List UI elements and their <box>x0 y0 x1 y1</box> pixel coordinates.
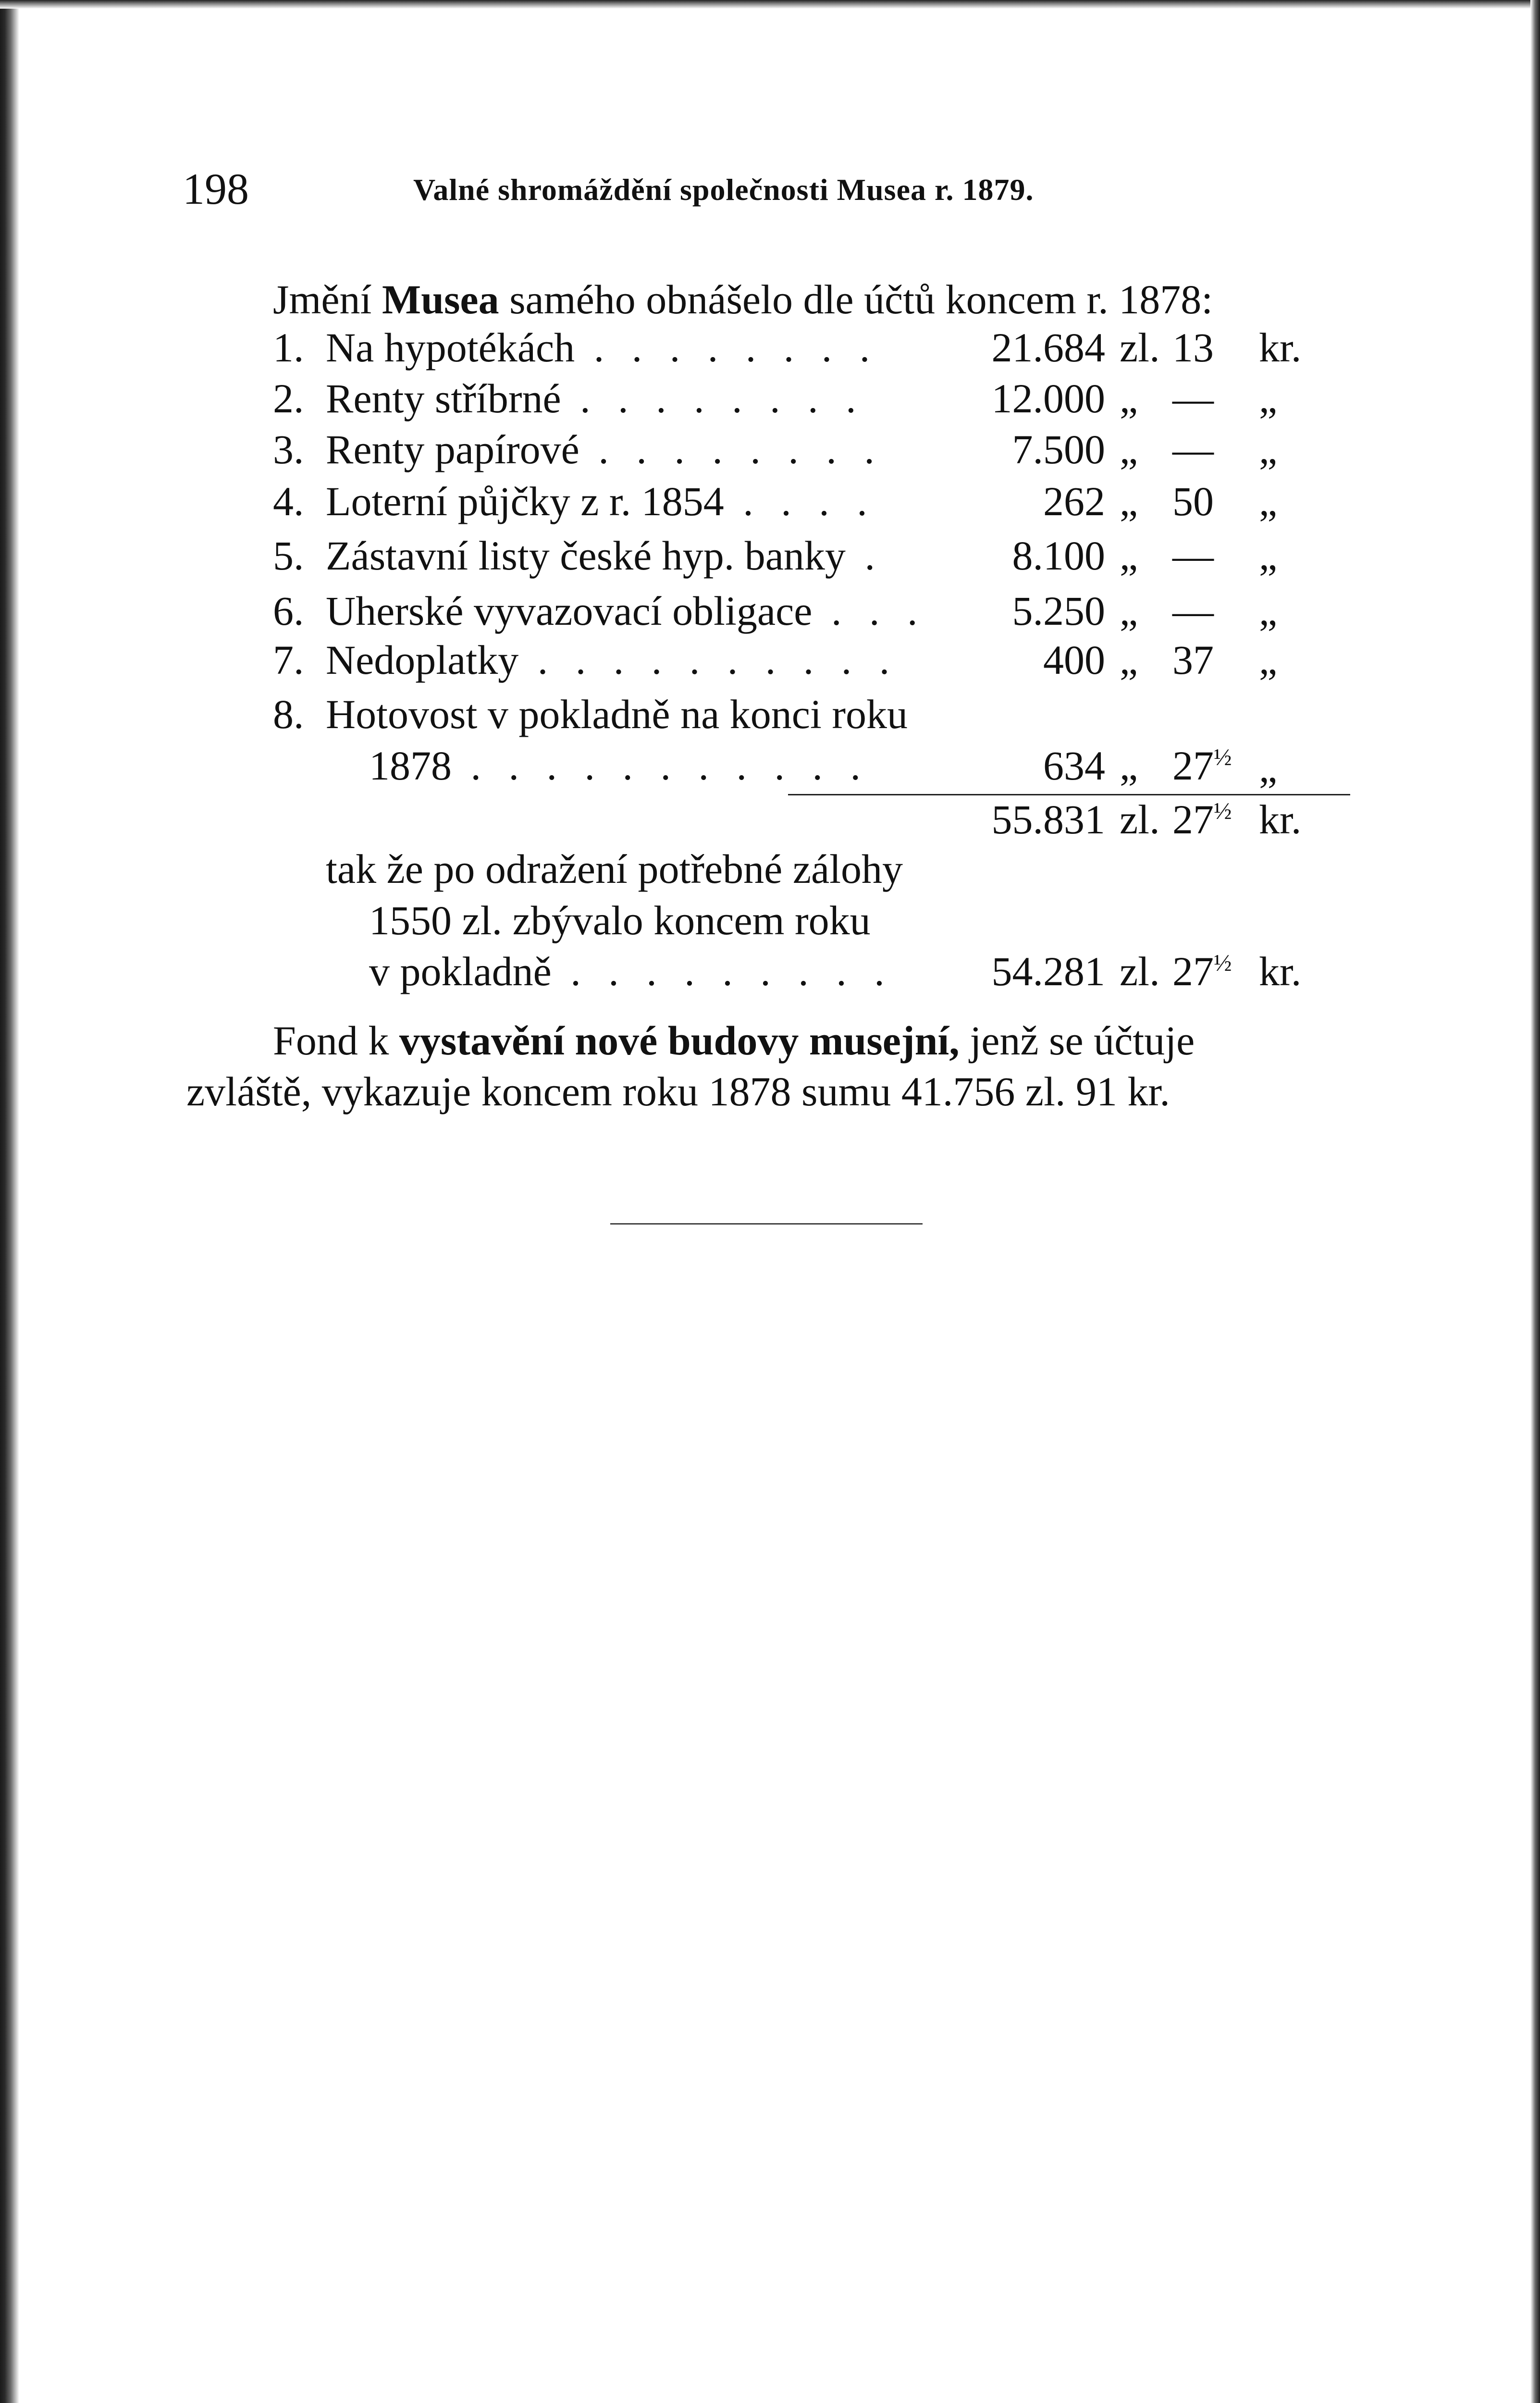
total-unit: kr. <box>1259 796 1302 842</box>
fund-line-1 <box>273 1017 1195 1064</box>
item-label: Na hypotékách <box>326 324 575 371</box>
list-item-4 <box>273 478 876 524</box>
list-item-6 <box>273 590 926 632</box>
total-kr: $27^{\frac{1}{2}}$ <box>1172 796 1232 842</box>
list-item-5 <box>273 533 884 579</box>
remainder-unit: kr. <box>1259 948 1302 994</box>
item-unit: „ <box>1259 588 1278 634</box>
sum-rule <box>788 794 1350 795</box>
page-binding-edge <box>0 0 19 2403</box>
item-amount: 262 <box>1043 478 1105 524</box>
item-number: 4. <box>273 478 304 524</box>
leader-dots: . . . . . . . . . . . <box>452 743 869 789</box>
item-zl: „ <box>1120 637 1138 683</box>
item8-unit: „ <box>1259 745 1278 791</box>
section-end-rule <box>610 1223 923 1225</box>
item-zl: „ <box>1120 588 1138 634</box>
item-zl: „ <box>1120 426 1138 472</box>
item-kr: 50 <box>1172 478 1214 524</box>
item-label: Loterní půjčky z r. 1854 <box>326 478 724 524</box>
item-number: 7. <box>273 637 304 683</box>
intro-bold: Musea <box>382 276 499 322</box>
leader-dots: . . . . . . . . <box>575 324 879 371</box>
list-item-8 <box>273 691 908 737</box>
leader-dots: . . . . . . . . <box>579 426 883 472</box>
item-unit: „ <box>1259 478 1278 524</box>
item-number: 3. <box>273 426 304 472</box>
item-zl: zl. <box>1120 324 1160 371</box>
remainder-kr: $27^{\frac{1}{2}}$ <box>1172 948 1232 994</box>
item-kr: 37 <box>1172 637 1214 683</box>
remainder-amount: 54.281 <box>991 948 1105 994</box>
item-label: Renty stříbrné <box>326 375 561 421</box>
fund-bold: vystavění nové budovy musejní, <box>399 1017 960 1064</box>
item-zl: „ <box>1120 478 1138 524</box>
item-number: 5. <box>273 533 304 579</box>
item8-zl: „ <box>1120 743 1138 789</box>
leader-dots: . <box>845 533 884 579</box>
item-amount: 400 <box>1043 637 1105 683</box>
leader-dots: . . . . . . . . <box>561 375 865 421</box>
item-unit: „ <box>1259 533 1278 579</box>
item-amount: 5.250 <box>1012 588 1105 634</box>
item-label: Zástavní listy české hyp. banky <box>326 533 846 579</box>
item-kr: — <box>1172 588 1214 634</box>
item-label: Uherské vyvazovací obligace <box>326 588 813 634</box>
leader-dots: . . . . . . . . . . <box>518 637 899 683</box>
leader-dots: . . . <box>812 588 926 634</box>
item-amount: 7.500 <box>1012 426 1105 472</box>
item-number: 1. <box>273 324 304 371</box>
leader-dots: . . . . . . . . . <box>551 948 893 994</box>
item-amount: 12.000 <box>991 375 1105 421</box>
item-zl: „ <box>1120 375 1138 421</box>
remainder-label: v pokladně <box>369 948 552 994</box>
item-unit: „ <box>1259 426 1278 472</box>
total-zl: zl. <box>1120 796 1160 842</box>
item-kr: — <box>1172 533 1214 579</box>
fund-pre: Fond k <box>273 1017 399 1064</box>
item-label: Renty papírové <box>326 426 579 472</box>
item-amount: 21.684 <box>991 324 1105 371</box>
list-item-8-cont <box>369 743 869 789</box>
remainder-line-1: tak že po odražení potřebné zálohy <box>326 846 903 892</box>
intro-post: samého obnášelo dle účtů koncem r. 1878: <box>499 276 1213 322</box>
list-item-1 <box>273 324 879 371</box>
item-number: 8. <box>273 691 304 737</box>
remainder-line-2: 1550 zl. zbývalo koncem roku <box>369 897 871 943</box>
page-number: 198 <box>183 164 249 213</box>
item-kr: — <box>1172 426 1214 472</box>
item-unit: „ <box>1259 375 1278 421</box>
item-number: 2. <box>273 375 304 421</box>
page-right-edge <box>1530 0 1540 2403</box>
item-number: 6. <box>273 588 304 634</box>
remainder-zl: zl. <box>1120 948 1160 994</box>
remainder-line-3 <box>369 948 893 994</box>
item-amount: 8.100 <box>1012 533 1105 579</box>
item-label-cont: 1878 <box>369 743 452 789</box>
total-amount: 55.831 <box>991 796 1105 842</box>
list-item-2 <box>273 375 865 421</box>
item8-amount: 634 <box>1043 743 1105 789</box>
item-unit: „ <box>1259 637 1278 683</box>
list-item-3 <box>273 426 883 472</box>
item-kr: 13 <box>1172 324 1214 371</box>
item-unit: kr. <box>1259 324 1302 371</box>
intro-pre: Jmění <box>273 276 382 322</box>
fund-line-2: zvláště, vykazuje koncem roku 1878 sumu 41.756 zl. 91 kr. <box>186 1068 1170 1115</box>
page-top-edge <box>0 0 1540 9</box>
item-label: Nedoplatky <box>326 637 519 683</box>
intro-line <box>273 276 1213 322</box>
item-label: Hotovost v pokladně na konci roku <box>326 691 908 737</box>
item-kr: — <box>1172 375 1214 421</box>
fund-post: jenž se účtuje <box>959 1017 1195 1064</box>
list-item-7 <box>273 639 898 681</box>
running-title: Valné shromáždění společnosti Musea r. 1879. <box>413 173 1034 207</box>
item8-kr: $27^{\frac{1}{2}}$ <box>1172 743 1232 789</box>
item-zl: „ <box>1120 533 1138 579</box>
leader-dots: . . . . <box>724 478 876 524</box>
